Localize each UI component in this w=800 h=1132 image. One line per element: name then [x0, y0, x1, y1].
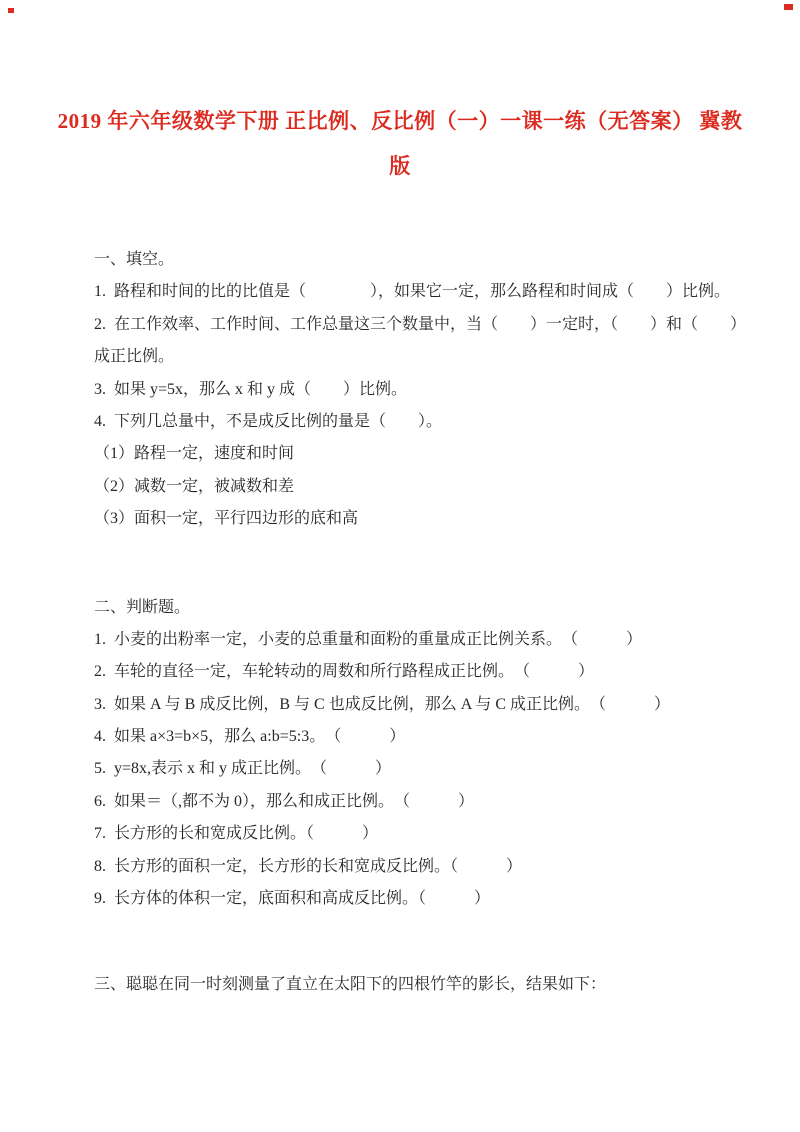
true-false-item-2: 2. 车轮的直径一定，车轮转动的周数和所行路程成正比例。 （ ）: [94, 663, 595, 681]
corner-mark-top-left: [8, 8, 14, 13]
section-gap: [94, 915, 764, 969]
section-3-heading: 三、聪聪在同一时刻测量了直立在太阳下的四根竹竿的影长，结果如下：: [94, 976, 607, 994]
true-false-item-5: 5. y=8x,表示 x 和 y 成正比例。 （ ）: [94, 760, 392, 778]
true-false-item-6: 6. 如果＝（,都不为 0），那么和成正比例。 （ ）: [94, 792, 475, 810]
document-title-line-1: 2019 年六年级数学下册 正比例、反比例（一）一课一练（无答案） 冀教: [57, 109, 743, 133]
fill-blank-option-2: （2）减数一定，被减数和差: [94, 477, 295, 495]
fill-blank-option-3: （3）面积一定，平行四边形的底和高: [94, 510, 359, 528]
fill-blank-item-1: 1. 路程和时间的比的比值是（ ），如果它一定，那么路程和时间成（ ）比例。: [94, 283, 731, 301]
section-2-heading: 二、判断题。: [94, 598, 191, 616]
true-false-item-4: 4. 如果 a×3=b×5，那么 a:b=5:3。 （ ）: [94, 728, 406, 746]
document-title-line-2: 版: [389, 154, 411, 178]
fill-blank-item-2-wrap: 成正比例。: [94, 348, 175, 366]
fill-blank-option-1: （1）路程一定，速度和时间: [94, 445, 295, 463]
document-title: [40, 99, 760, 189]
true-false-item-7: 7. 长方形的长和宽成反比例。（ ）: [94, 825, 379, 843]
true-false-item-8: 8. 长方形的面积一定，长方形的长和宽成反比例。（ ）: [94, 857, 523, 875]
worksheet-body: [94, 244, 764, 1002]
fill-blank-item-4: 4. 下列几总量中，不是成反比例的量是（ ）。: [94, 412, 443, 430]
true-false-item-1: 1. 小麦的出粉率一定，小麦的总重量和面粉的重量成正比例关系。 （ ）: [94, 630, 643, 648]
corner-mark-top-right: [784, 4, 793, 10]
fill-blank-item-3: 3. 如果 y=5x，那么 x 和 y 成（ ）比例。: [94, 380, 408, 398]
true-false-item-3: 3. 如果 A 与 B 成反比例，B 与 C 也成反比例，那么 A 与 C 成正比例。 （ ）: [94, 695, 671, 713]
section-gap: [94, 536, 764, 592]
fill-blank-item-2: 2. 在工作效率、工作时间、工作总量这三个数量中，当（ ）一定时，（ ）和（ ）: [94, 315, 747, 333]
true-false-item-9: 9. 长方体的体积一定，底面积和高成反比例。（ ）: [94, 890, 491, 908]
section-1-heading: 一、填空。: [94, 251, 175, 268]
